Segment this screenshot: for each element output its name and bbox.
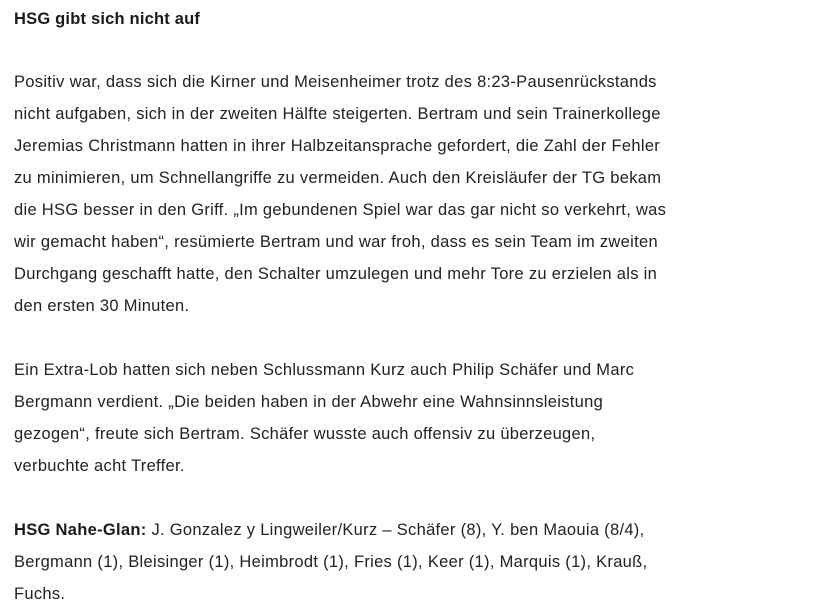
paragraph-team-roster [14,514,826,610]
text-line: zu minimieren, um Schnellangriffe zu vermeiden. Auch den Kreisläufer der TG bekam [14,169,662,187]
article-title: HSG gibt sich nicht auf [14,10,201,28]
paragraph-extra-lob [14,354,826,482]
text-line: gezogen“, freute sich Bertram. Schäfer wusste auch offensiv zu überzeugen, [14,425,596,443]
team-name-label: HSG Nahe-Glan: [14,521,147,539]
text-line: Jeremias Christmann hatten in ihrer Halbzeitansprache gefordert, die Zahl der Fehler [14,137,661,155]
text-line: Durchgang geschafft hatte, den Schalter umzulegen und mehr Tore zu erzielen als in [14,265,658,283]
text-line: Bergmann verdient. „Die beiden haben in der Abwehr eine Wahnsinnsleistung [14,393,604,411]
text-line: die HSG besser in den Griff. „Im gebundenen Spiel war das gar nicht so verkehrt, was [14,201,667,219]
text-line: wir gemacht haben“, resümierte Bertram und war froh, dass es sein Team im zweiten [14,233,658,251]
roster-text: J. Gonzalez y Lingweiler/Kurz – Schäfer (8), Y. ben Maouia (8/4), [146,521,645,539]
text-line [14,514,826,546]
text-line: Positiv war, dass sich die Kirner und Meisenheimer trotz des 8:23-Pausenrückstands [14,73,657,91]
paragraph-first-half-report [14,66,826,322]
text-line: Ein Extra-Lob hatten sich neben Schlussmann Kurz auch Philip Schäfer und Marc [14,361,635,379]
text-line: nicht aufgaben, sich in der zweiten Hälfte steigerten. Bertram und sein Trainerkollege [14,105,661,123]
text-line: Bergmann (1), Bleisinger (1), Heimbrodt (1), Fries (1), Keer (1), Marquis (1), Krauß, [14,553,648,571]
text-line: den ersten 30 Minuten. [14,297,190,315]
text-line: verbuchte acht Treffer. [14,457,185,475]
text-line: Fuchs. [14,585,66,603]
